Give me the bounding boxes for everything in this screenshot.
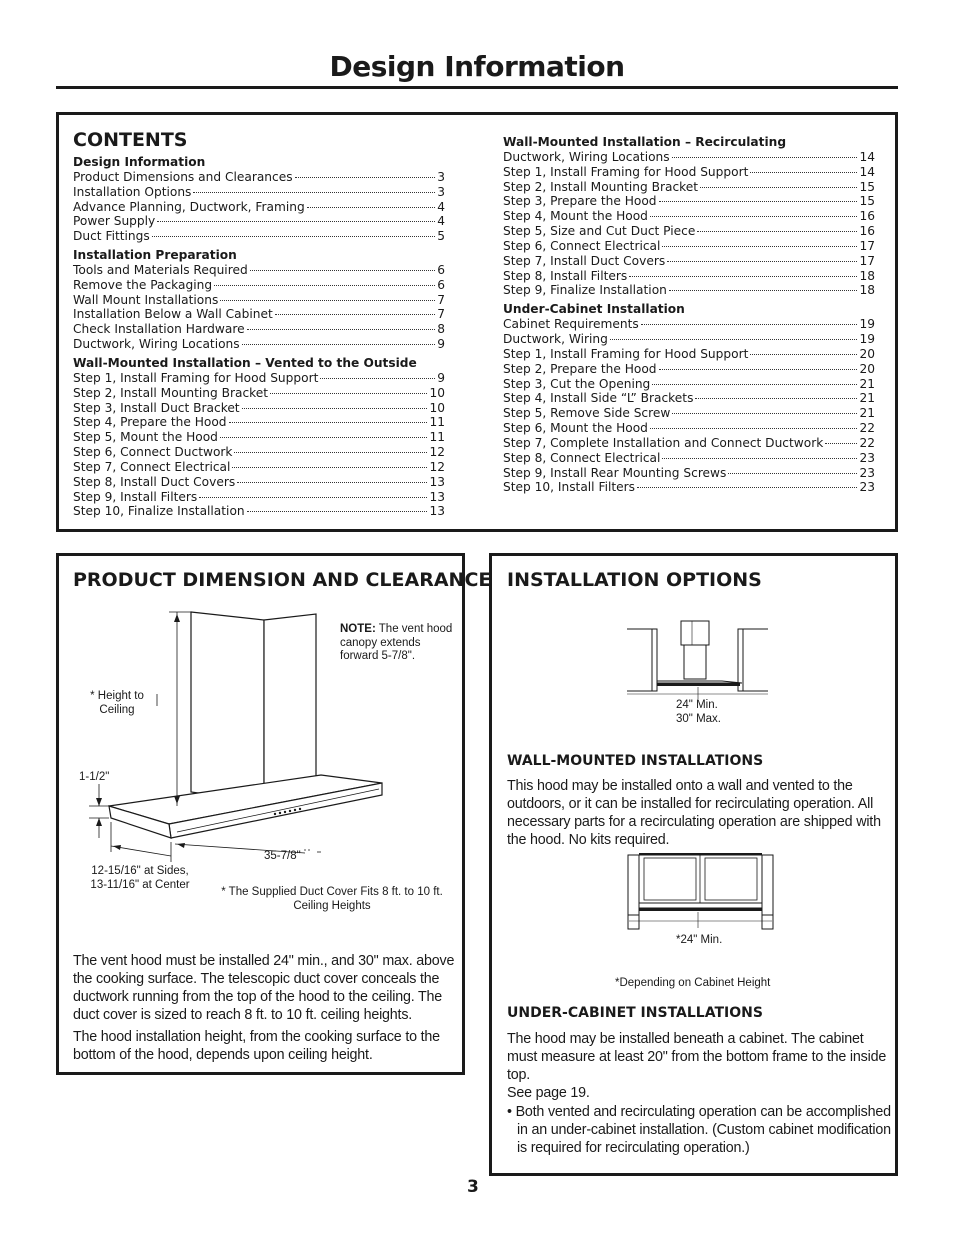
dimension-paragraph-2: The hood installation height, from the cooking surface to the bottom of the hood, depends upon ceiling height. (73, 1029, 440, 1063)
toc-entry[interactable] (503, 180, 875, 195)
toc-dot-leader (750, 354, 857, 355)
contents-box (56, 112, 898, 532)
toc-entry-page: 13 (429, 474, 445, 489)
toc-entry-page: 12 (429, 445, 445, 460)
toc-entry-page: 8 (437, 322, 445, 337)
toc-entry-label: Installation Below a Wall Cabinet (73, 307, 273, 322)
toc-entry-label: Step 10, Install Filters (503, 480, 635, 495)
toc-dot-leader (234, 452, 427, 453)
toc-entry[interactable] (73, 401, 445, 416)
toc-dot-leader (650, 428, 858, 429)
toc-entry-label: Step 5, Remove Side Screw (503, 406, 671, 421)
toc-entry[interactable] (73, 214, 445, 229)
toc-entry-page: 21 (859, 391, 875, 406)
toc-entry-label: Step 4, Prepare the Hood (73, 415, 227, 430)
toc-entry[interactable] (503, 194, 875, 209)
toc-entry-label: Wall Mount Installations (73, 292, 219, 307)
toc-entry[interactable] (73, 229, 445, 244)
toc-entry-label: Step 7, Connect Electrical (73, 459, 231, 474)
toc-entry[interactable] (73, 371, 445, 386)
under-cabinet-see-page: See page 19. (507, 1085, 590, 1101)
toc-entry-label: Ductwork, Wiring (503, 331, 608, 346)
toc-dot-leader (229, 422, 428, 423)
toc-entry-page: 11 (429, 430, 445, 445)
toc-entry[interactable] (73, 445, 445, 460)
page-title: Design Information (329, 50, 625, 83)
toc-entry-page: 19 (859, 331, 875, 346)
toc-entry-page: 10 (429, 385, 445, 400)
depth-label: 12-15/16" at Sides, 13-11/16" at Center (90, 865, 190, 891)
toc-entry[interactable] (73, 293, 445, 308)
toc-dot-leader (152, 236, 436, 237)
toc-entry-label: Step 1, Install Framing for Hood Support (503, 346, 749, 361)
toc-entry-label: Step 5, Mount the Hood (73, 430, 218, 445)
under-cabinet-heading: UNDER-CABINET INSTALLATIONS (507, 1005, 763, 1021)
toc-entry[interactable] (503, 391, 875, 406)
toc-entry-page: 3 (437, 184, 445, 199)
toc-dot-leader (750, 172, 857, 173)
toc-entry-label: Ductwork, Wiring Locations (503, 149, 670, 164)
toc-dot-leader (641, 324, 858, 325)
dimension-1-1-2: 1-1/2" (79, 771, 110, 783)
toc-entry-page: 14 (859, 164, 875, 179)
under-cabinet-text: The hood may be installed beneath a cabinet. The cabinet must measure at least 20" from the bottom frame to the inside top. (507, 1031, 887, 1083)
toc-dot-leader (275, 314, 435, 315)
toc-entry[interactable] (503, 239, 875, 254)
toc-dot-leader (667, 261, 857, 262)
toc-dot-leader (220, 437, 428, 438)
toc-entry-page: 15 (859, 194, 875, 209)
toc-entry-page: 23 (859, 480, 875, 495)
height-to-ceiling-label: * Height to Ceiling (90, 690, 144, 716)
installation-options-box (489, 553, 898, 1176)
toc-entry[interactable] (503, 224, 875, 239)
toc-entry-page: 17 (859, 253, 875, 268)
diagram2-note: *Depending on Cabinet Height (615, 977, 771, 989)
toc-entry[interactable] (73, 415, 445, 430)
toc-entry-label: Step 6, Mount the Hood (503, 421, 648, 436)
toc-dot-leader (672, 157, 858, 158)
toc-entry[interactable] (73, 386, 445, 401)
toc-entry-page: 10 (429, 400, 445, 415)
toc-dot-leader (825, 443, 857, 444)
toc-dot-leader (652, 384, 857, 385)
toc-entry-label: Step 2, Prepare the Hood (503, 361, 657, 376)
toc-dot-leader (232, 467, 427, 468)
toc-entry[interactable] (73, 278, 445, 293)
toc-dot-leader (672, 413, 857, 414)
toc-entry[interactable] (503, 209, 875, 224)
dimension-heading: PRODUCT DIMENSION AND CLEARANCE (73, 569, 492, 591)
toc-dot-leader (242, 408, 428, 409)
toc-entry-page: 23 (859, 450, 875, 465)
toc-entry-page: 9 (437, 370, 445, 385)
toc-entry[interactable] (503, 406, 875, 421)
toc-entry-label: Step 3, Prepare the Hood (503, 194, 657, 209)
toc-entry-label: Step 3, Install Duct Bracket (73, 400, 240, 415)
toc-entry-page: 4 (437, 214, 445, 229)
toc-entry[interactable] (503, 377, 875, 392)
toc-dot-leader (157, 221, 435, 222)
toc-entry-page: 22 (859, 421, 875, 436)
toc-entry[interactable] (73, 337, 445, 352)
toc-entry[interactable] (503, 254, 875, 269)
toc-entry-page: 7 (437, 292, 445, 307)
toc-entry-page: 20 (859, 361, 875, 376)
toc-dot-leader (193, 192, 435, 193)
toc-entry[interactable] (503, 466, 875, 481)
toc-entry-label: Ductwork, Wiring Locations (73, 337, 240, 352)
toc-entry[interactable] (73, 430, 445, 445)
toc-dot-leader (659, 201, 858, 202)
toc-entry[interactable] (503, 332, 875, 347)
toc-entry-label: Step 8, Install Duct Covers (73, 474, 236, 489)
toc-entry-page: 23 (859, 465, 875, 480)
toc-dot-leader (662, 246, 857, 247)
toc-entry[interactable] (503, 451, 875, 466)
toc-entry[interactable] (503, 480, 875, 495)
dimension-35-7-8: 35-7/8" (264, 850, 301, 862)
toc-entry-page: 9 (437, 337, 445, 352)
toc-dot-leader (247, 329, 436, 330)
toc-entry-page: 16 (859, 209, 875, 224)
toc-entry-label: Power Supply (73, 214, 156, 229)
toc-left-column (73, 155, 445, 519)
toc-entry[interactable] (503, 347, 875, 362)
toc-dot-leader (610, 339, 858, 340)
toc-entry-page: 16 (859, 224, 875, 239)
toc-entry-label: Step 6, Connect Electrical (503, 238, 661, 253)
vent-canopy-note: NOTE: The vent hood canopy extends forward 5-7/8". (340, 623, 453, 662)
toc-dot-leader (669, 290, 858, 291)
toc-entry[interactable] (503, 421, 875, 436)
toc-entry-label: Step 9, Install Rear Mounting Screws (503, 465, 727, 480)
toc-entry-label: Remove the Packaging (73, 277, 213, 292)
product-dimension-box (56, 553, 492, 1075)
toc-entry-label: Advance Planning, Ductwork, Framing (73, 199, 305, 214)
toc-right-column (503, 135, 875, 495)
under-cabinet-diagram (492, 556, 892, 976)
wall-mounted-heading: WALL-MOUNTED INSTALLATIONS (507, 753, 764, 769)
toc-entry-page: 4 (437, 199, 445, 214)
toc-entry[interactable] (73, 460, 445, 475)
toc-dot-leader (247, 511, 428, 512)
toc-section-title: Under-Cabinet Installation (503, 302, 685, 317)
toc-entry-label: Cabinet Requirements (503, 317, 639, 332)
toc-entry-label: Step 2, Install Mounting Bracket (503, 179, 699, 194)
toc-entry-label: Step 2, Install Mounting Bracket (73, 385, 269, 400)
toc-entry-label: Step 5, Size and Cut Duct Piece (503, 224, 696, 239)
toc-entry[interactable] (73, 170, 445, 185)
toc-dot-leader (307, 207, 436, 208)
toc-entry-label: Step 9, Finalize Installation (503, 283, 667, 298)
toc-dot-leader (220, 300, 435, 301)
toc-dot-leader (295, 177, 436, 178)
toc-entry-page: 14 (859, 149, 875, 164)
toc-entry[interactable] (503, 317, 875, 332)
toc-dot-leader (695, 398, 857, 399)
diagram1-min-label: 24" Min. (676, 699, 718, 711)
toc-section-title: Wall-Mounted Installation – Vented to the Outside (73, 355, 417, 370)
toc-dot-leader (662, 458, 857, 459)
diagram2-min-label: *24" Min. (676, 934, 723, 946)
toc-entry[interactable] (73, 322, 445, 337)
toc-dot-leader (199, 497, 427, 498)
toc-entry[interactable] (73, 200, 445, 215)
toc-entry-page: 21 (859, 376, 875, 391)
toc-dot-leader (697, 231, 857, 232)
toc-entry-label: Installation Options (73, 184, 192, 199)
toc-entry-page: 19 (859, 317, 875, 332)
toc-entry-page: 6 (437, 277, 445, 292)
duct-cover-note: * The Supplied Duct Cover Fits 8 ft. to 10 ft. Ceiling Heights (221, 886, 443, 912)
toc-entry-page: 21 (859, 406, 875, 421)
toc-section-title: Design Information (73, 155, 206, 169)
toc-entry-label: Step 8, Connect Electrical (503, 450, 661, 465)
toc-section-title: Installation Preparation (73, 248, 237, 263)
toc-dot-leader (270, 393, 427, 394)
dimension-paragraph-1: The vent hood must be installed 24" min., and 30" max. above the cooking surface. The telescopic duct cover conceals the ductwork running from the top of the hood to the ceiling. The duct cover is sized to reach 8 ft. to 10 ft. ceiling heights. (73, 953, 455, 1023)
toc-entry-page: 7 (437, 307, 445, 322)
toc-entry[interactable] (503, 165, 875, 180)
toc-entry-page: 22 (859, 435, 875, 450)
diagram1-max-label: 30" Max. (676, 713, 721, 725)
toc-dot-leader (629, 276, 857, 277)
toc-entry[interactable] (503, 436, 875, 451)
toc-dot-leader (659, 369, 858, 370)
toc-entry-page: 18 (859, 268, 875, 283)
toc-entry-label: Step 4, Mount the Hood (503, 209, 648, 224)
toc-entry-label: Step 8, Install Filters (503, 268, 628, 283)
toc-entry-label: Step 1, Install Framing for Hood Support (503, 164, 749, 179)
toc-entry-page: 15 (859, 179, 875, 194)
toc-entry[interactable] (503, 269, 875, 284)
toc-entry-page: 13 (429, 504, 445, 519)
toc-entry[interactable] (73, 475, 445, 490)
toc-entry[interactable] (503, 150, 875, 165)
toc-dot-leader (237, 482, 427, 483)
toc-entry-page: 17 (859, 238, 875, 253)
toc-entry-page: 20 (859, 346, 875, 361)
toc-entry-label: Step 3, Cut the Opening (503, 376, 651, 391)
toc-dot-leader (728, 473, 857, 474)
toc-entry-page: 6 (437, 262, 445, 277)
toc-dot-leader (700, 187, 857, 188)
toc-entry-page: 18 (859, 283, 875, 298)
toc-entry[interactable] (503, 362, 875, 377)
toc-entry-label: Step 9, Install Filters (73, 489, 198, 504)
toc-dot-leader (214, 285, 435, 286)
toc-entry-page: 3 (437, 169, 445, 184)
toc-entry[interactable] (73, 263, 445, 278)
title-rule (56, 86, 898, 89)
toc-entry-label: Tools and Materials Required (73, 262, 248, 277)
toc-entry[interactable] (503, 283, 875, 298)
toc-dot-leader (320, 378, 435, 379)
toc-entry[interactable] (73, 307, 445, 322)
toc-dot-leader (637, 487, 858, 488)
toc-entry-label: Step 10, Finalize Installation (73, 504, 245, 519)
toc-dot-leader (242, 344, 436, 345)
toc-entry-label: Step 7, Complete Installation and Connect Ductwork (503, 435, 824, 450)
toc-entry[interactable] (73, 185, 445, 200)
toc-entry-label: Step 1, Install Framing for Hood Support (73, 370, 319, 385)
toc-dot-leader (650, 216, 858, 217)
toc-entry[interactable] (73, 490, 445, 505)
toc-section-title: Wall-Mounted Installation – Recirculating (503, 135, 787, 149)
contents-heading: CONTENTS (73, 129, 188, 151)
toc-entry[interactable] (73, 504, 445, 519)
toc-entry-label: Step 4, Install Side “L” Brackets (503, 391, 694, 406)
wall-mounted-text: This hood may be installed onto a wall and vented to the outdoors, or it can be installed for recirculating operation. All necessary parts for a recirculating operation are shipped with the hood. No kits required. (507, 778, 881, 848)
toc-entry-label: Product Dimensions and Clearances (73, 169, 293, 184)
toc-entry-label: Step 7, Install Duct Covers (503, 253, 666, 268)
toc-entry-label: Check Installation Hardware (73, 322, 245, 337)
toc-entry-label: Duct Fittings (73, 229, 150, 244)
under-cabinet-bullet: • Both vented and recirculating operation can be accomplished in an under-cabinet installation. (Custom cabinet modification is required for recirculating operation.) (507, 1104, 891, 1156)
toc-entry-page: 5 (437, 229, 445, 244)
options-heading: INSTALLATION OPTIONS (507, 569, 762, 591)
toc-entry-page: 12 (429, 459, 445, 474)
toc-dot-leader (250, 270, 436, 271)
toc-entry-label: Step 6, Connect Ductwork (73, 445, 233, 460)
toc-entry-page: 13 (429, 489, 445, 504)
toc-entry-page: 11 (429, 415, 445, 430)
page-number: 3 (467, 1177, 479, 1197)
